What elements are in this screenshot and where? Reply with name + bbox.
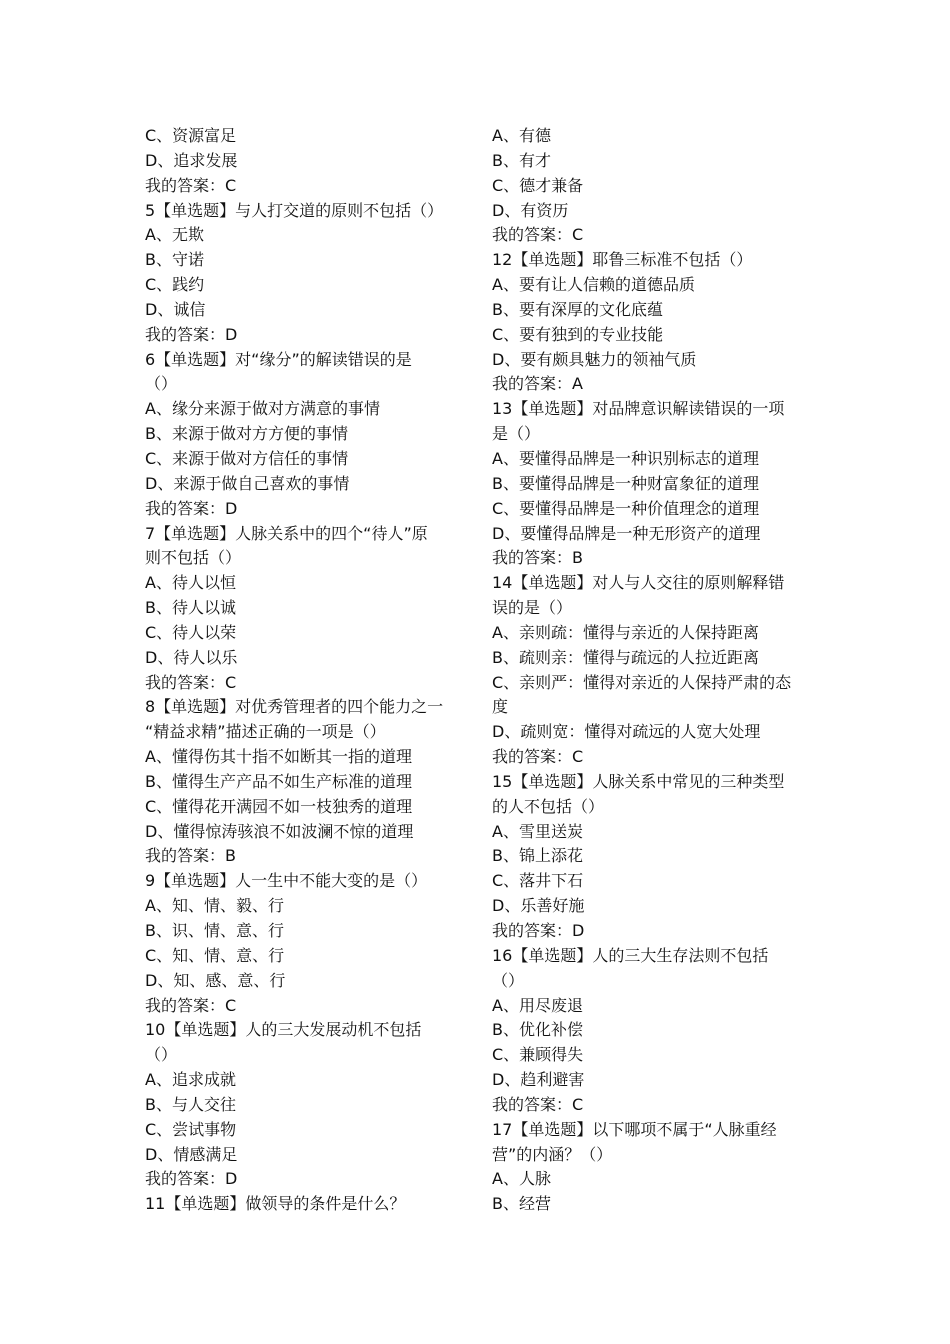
- text-line: C、资源富足: [145, 126, 237, 145]
- text-line: C、来源于做对方信任的事情: [145, 448, 349, 468]
- text-line: （）: [145, 374, 178, 394]
- text-line: D、知、感、意、行: [145, 970, 286, 990]
- text-line: 8【单选题】对优秀管理者的四个能力之一: [145, 697, 444, 717]
- text-line: D、要懂得品牌是一种无形资产的道理: [492, 523, 761, 543]
- text-line: C、懂得花开满园不如一枝独秀的道理: [145, 796, 413, 816]
- text-line: A、要有让人信赖的道德品质: [492, 275, 695, 295]
- text-line: “精益求精”描述正确的一项是（）: [145, 722, 386, 742]
- text-line: 我的答案：C: [145, 175, 237, 195]
- text-line: D、疏则宽：懂得对疏远的人宽大处理: [492, 722, 761, 742]
- text-line: 10【单选题】人的三大发展动机不包括: [145, 1020, 422, 1040]
- text-line: D、情感满足: [145, 1144, 238, 1164]
- text-line: D、有资历: [492, 200, 569, 220]
- text-line: 14【单选题】对人与人交往的原则解释错: [492, 573, 785, 593]
- text-line: 则不包括（）: [145, 548, 242, 568]
- text-line: A、用尽废退: [492, 995, 583, 1015]
- text-line: 9【单选题】人一生中不能大变的是（）: [145, 871, 428, 891]
- text-line: C、践约: [145, 275, 205, 295]
- text-line: C、待人以荣: [145, 622, 237, 642]
- text-line: B、疏则亲：懂得与疏远的人拉近距离: [492, 647, 759, 667]
- text-line: 我的答案：D: [145, 1169, 238, 1189]
- text-line: 7【单选题】人脉关系中的四个“待人”原: [145, 523, 428, 543]
- text-line: 误的是（）: [492, 598, 573, 618]
- text-line: C、要懂得品牌是一种价值理念的道理: [492, 498, 760, 518]
- text-line: D、追求发展: [145, 150, 238, 170]
- left-text-column: [145, 124, 463, 1217]
- text-line: B、要懂得品牌是一种财富象征的道理: [492, 473, 759, 493]
- text-line: C、落井下石: [492, 871, 584, 891]
- text-line: B、懂得生产产品不如生产标准的道理: [145, 771, 412, 791]
- text-line: 我的答案：C: [492, 1094, 584, 1114]
- text-line: A、有德: [492, 126, 551, 145]
- text-line: A、人脉: [492, 1169, 551, 1189]
- text-line: D、懂得惊涛骇浪不如波澜不惊的道理: [145, 821, 414, 841]
- text-line: D、待人以乐: [145, 647, 238, 667]
- text-line: A、懂得伤其十指不如断其一指的道理: [145, 747, 412, 767]
- text-line: 我的答案：C: [492, 747, 584, 767]
- text-line: 6【单选题】对“缘分”的解读错误的是: [145, 349, 412, 369]
- text-line: 的人不包括（）: [492, 796, 605, 816]
- text-line: 12【单选题】耶鲁三标准不包括（）: [492, 250, 753, 270]
- text-line: 我的答案：D: [492, 921, 585, 940]
- text-line: D、乐善好施: [492, 896, 585, 916]
- text-line: D、要有颇具魅力的领袖气质: [492, 349, 697, 369]
- text-line: C、尝试事物: [145, 1119, 237, 1139]
- text-line: C、要有独到的专业技能: [492, 324, 664, 344]
- text-line: A、待人以恒: [145, 573, 236, 593]
- text-line: 是（）: [492, 424, 541, 444]
- text-line: B、有才: [492, 150, 551, 170]
- text-line: （）: [145, 1045, 178, 1065]
- text-line: A、知、情、毅、行: [145, 896, 284, 916]
- text-line: B、识、情、意、行: [145, 921, 284, 940]
- text-line: 我的答案：D: [145, 324, 238, 344]
- text-line: A、无欺: [145, 225, 204, 245]
- text-line: 5【单选题】与人打交道的原则不包括（）: [145, 200, 444, 220]
- text-line: A、追求成就: [145, 1070, 236, 1090]
- text-line: C、知、情、意、行: [145, 945, 285, 965]
- text-line: 我的答案：C: [145, 672, 237, 692]
- text-line: 15【单选题】人脉关系中常见的三种类型: [492, 771, 785, 791]
- text-line: 我的答案：D: [145, 498, 238, 518]
- text-line: C、兼顾得失: [492, 1045, 584, 1065]
- text-line: 我的答案：B: [145, 846, 236, 866]
- text-line: A、要懂得品牌是一种识别标志的道理: [492, 448, 759, 468]
- text-line: D、来源于做自己喜欢的事情: [145, 473, 350, 493]
- text-line: A、亲则疏：懂得与亲近的人保持距离: [492, 622, 759, 642]
- text-line: B、与人交往: [145, 1094, 236, 1114]
- text-line: 16【单选题】人的三大生存法则不包括: [492, 945, 769, 965]
- text-line: B、待人以诚: [145, 598, 236, 618]
- text-line: B、要有深厚的文化底蕴: [492, 299, 663, 319]
- text-line: 17【单选题】以下哪项不属于“人脉重经: [492, 1119, 777, 1139]
- text-line: 我的答案：C: [145, 995, 237, 1015]
- text-line: B、来源于做对方方便的事情: [145, 424, 348, 444]
- text-line: 11【单选题】做领导的条件是什么？: [145, 1194, 406, 1214]
- text-line: B、锦上添花: [492, 846, 583, 866]
- text-line: B、经营: [492, 1194, 551, 1214]
- text-line: 营”的内涵？（）: [492, 1144, 613, 1164]
- text-line: 我的答案：B: [492, 548, 583, 568]
- text-line: 我的答案：A: [492, 374, 583, 394]
- text-line: （）: [492, 970, 525, 990]
- text-line: D、诚信: [145, 299, 206, 319]
- right-text-column: [492, 124, 810, 1217]
- text-line: A、雪里送炭: [492, 821, 583, 841]
- text-line: C、亲则严：懂得对亲近的人保持严肃的态: [492, 672, 792, 692]
- text-line: B、守诺: [145, 250, 204, 270]
- text-line: C、德才兼备: [492, 175, 584, 195]
- text-line: D、趋利避害: [492, 1070, 585, 1090]
- text-line: 我的答案：C: [492, 225, 584, 245]
- text-line: 13【单选题】对品牌意识解读错误的一项: [492, 399, 785, 419]
- text-line: 度: [492, 697, 509, 717]
- text-line: A、缘分来源于做对方满意的事情: [145, 399, 380, 419]
- text-line: B、优化补偿: [492, 1020, 583, 1040]
